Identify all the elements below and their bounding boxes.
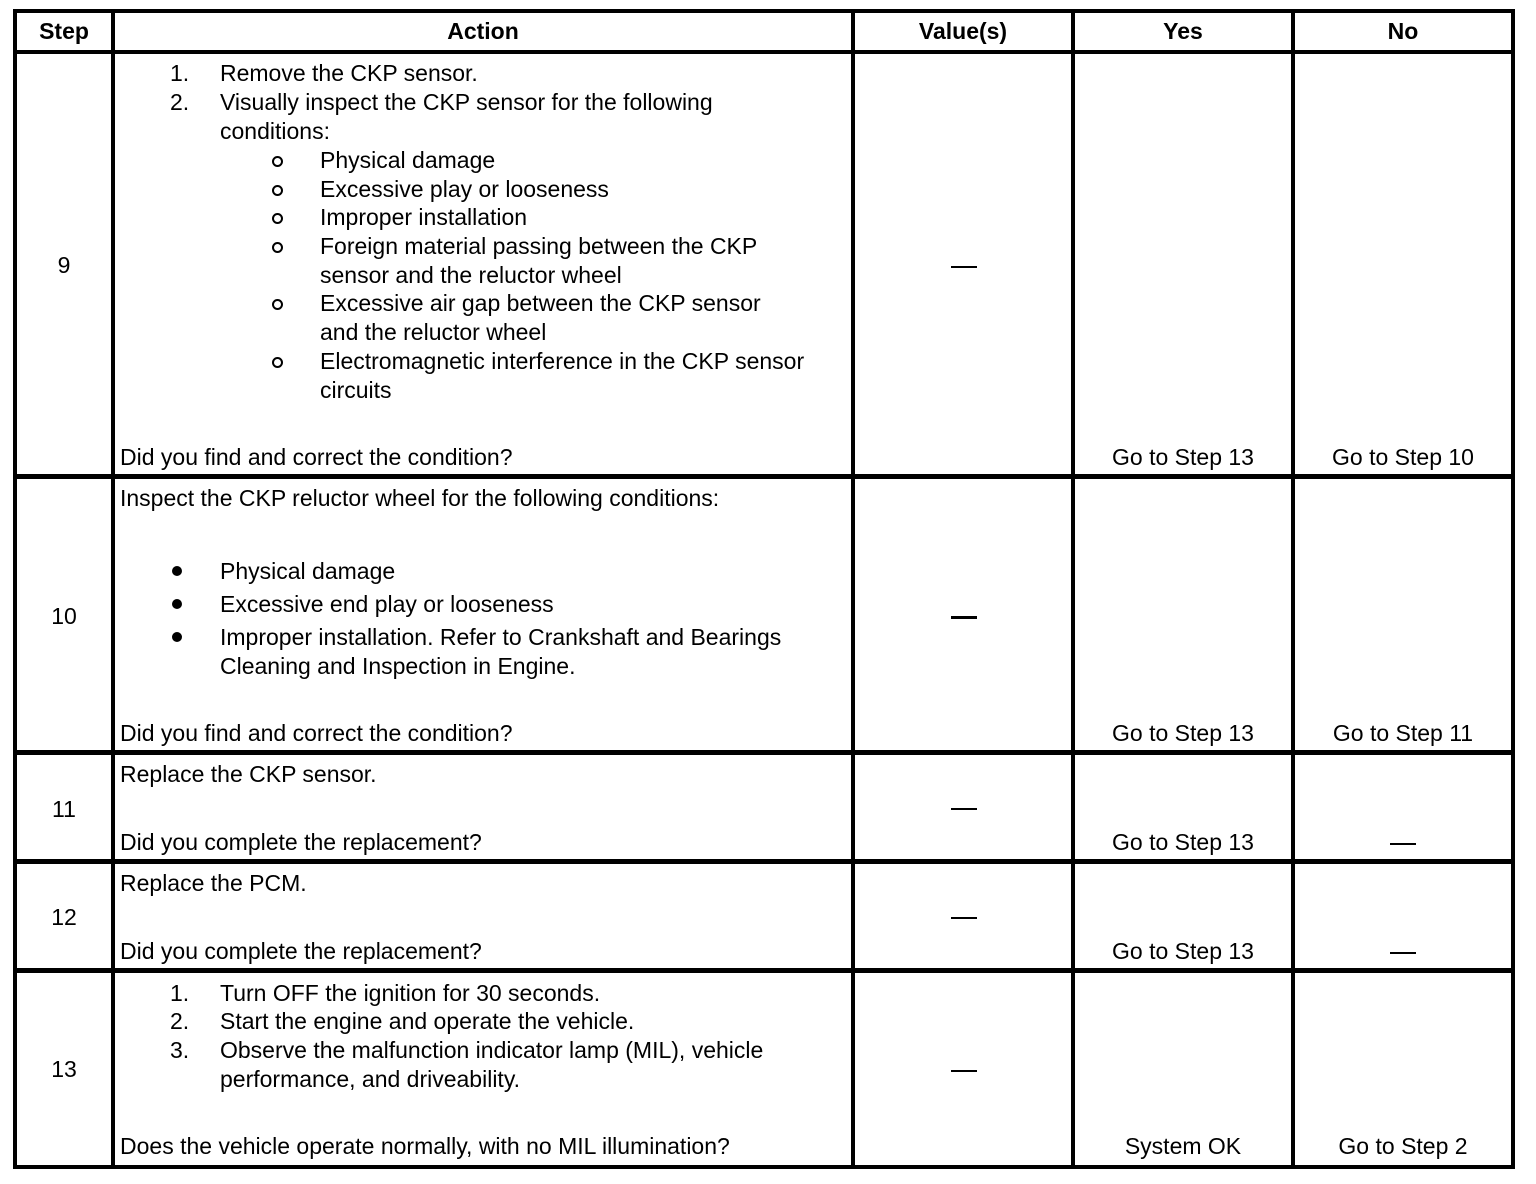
value-dash	[951, 266, 977, 268]
list-number: 1.	[170, 980, 190, 1006]
list-item: sensor and the reluctor wheel	[320, 262, 622, 288]
list-number: 3.	[170, 1037, 190, 1063]
value-dash	[951, 808, 977, 810]
value-dash	[951, 1070, 977, 1072]
header-step: Step	[39, 18, 89, 44]
yes-action: System OK	[1124, 1133, 1242, 1159]
action-intro: Replace the CKP sensor.	[120, 761, 377, 787]
list-item: Start the engine and operate the vehicle.	[220, 1008, 635, 1034]
question: Did you complete the replacement?	[120, 938, 482, 964]
no-action: Go to Step 11	[1332, 720, 1474, 746]
circle-bullet-icon	[272, 185, 283, 196]
list-item: Electromagnetic interference in the CKP sensor	[320, 348, 805, 374]
table-border-top	[13, 9, 1515, 13]
yes-action: Go to Step 13	[1112, 938, 1254, 964]
list-item: Cleaning and Inspection in Engine.	[220, 653, 576, 679]
yes-action: Go to Step 13	[1112, 720, 1254, 746]
list-item: Improper installation	[320, 204, 528, 230]
table-border-right	[1511, 9, 1515, 1169]
question: Did you complete the replacement?	[120, 829, 482, 855]
header-action: Action	[447, 18, 519, 44]
list-item: Physical damage	[320, 147, 496, 173]
table-border-bottom	[13, 1165, 1515, 1169]
row-divider	[13, 474, 1515, 479]
col-divider	[851, 9, 855, 1169]
question: Did you find and correct the condition?	[120, 444, 513, 470]
list-item: Observe the malfunction indicator lamp (MIL), vehicle	[220, 1037, 764, 1063]
bullet-icon	[172, 632, 182, 642]
list-item: Physical damage	[220, 558, 396, 584]
list-item: Excessive air gap between the CKP sensor	[320, 290, 761, 316]
list-item: Excessive end play or looseness	[220, 591, 554, 617]
value-dash	[951, 917, 977, 919]
col-divider	[1071, 9, 1075, 1169]
list-number: 2.	[170, 89, 190, 115]
row-divider	[13, 750, 1515, 755]
yes-action: Go to Step 13	[1112, 444, 1254, 470]
action-intro: Inspect the CKP reluctor wheel for the following conditions:	[120, 485, 720, 511]
list-number: 2.	[170, 1008, 190, 1034]
no-action: Go to Step 10	[1332, 444, 1474, 470]
table-border-left	[13, 9, 17, 1169]
row-divider	[13, 968, 1515, 973]
step-number: 10	[51, 603, 77, 629]
header-yes: Yes	[1163, 18, 1203, 44]
circle-bullet-icon	[272, 299, 283, 310]
list-item: Remove the CKP sensor.	[220, 60, 478, 86]
step-number: 12	[51, 904, 77, 930]
circle-bullet-icon	[272, 242, 283, 253]
list-number: 1.	[170, 60, 190, 86]
value-dash	[951, 616, 977, 619]
step-number: 13	[51, 1056, 77, 1082]
list-item: Improper installation. Refer to Crankshaft and Bearings	[220, 624, 782, 650]
no-dash	[1390, 952, 1416, 954]
list-item: Visually inspect the CKP sensor for the following	[220, 89, 713, 115]
col-divider	[1291, 9, 1295, 1169]
row-divider	[13, 50, 1515, 54]
yes-action: Go to Step 13	[1112, 829, 1254, 855]
bullet-icon	[172, 599, 182, 609]
no-action: Go to Step 2	[1338, 1133, 1468, 1159]
header-values: Value(s)	[918, 18, 1008, 44]
step-number: 11	[52, 796, 76, 822]
list-item: performance, and driveability.	[220, 1066, 520, 1092]
question: Did you find and correct the condition?	[120, 720, 513, 746]
bullet-icon	[172, 566, 182, 576]
list-item: Excessive play or looseness	[320, 176, 609, 202]
header-no: No	[1387, 18, 1419, 44]
list-item: circuits	[320, 377, 392, 403]
step-number: 9	[57, 252, 71, 278]
action-intro: Replace the PCM.	[120, 870, 307, 896]
no-dash	[1390, 843, 1416, 845]
row-divider	[13, 859, 1515, 864]
question: Does the vehicle operate normally, with no MIL illumination?	[120, 1133, 730, 1159]
circle-bullet-icon	[272, 213, 283, 224]
list-item: Turn OFF the ignition for 30 seconds.	[220, 980, 601, 1006]
list-item: Foreign material passing between the CKP	[320, 233, 758, 259]
circle-bullet-icon	[272, 156, 283, 167]
list-item: and the reluctor wheel	[320, 319, 547, 345]
circle-bullet-icon	[272, 357, 283, 368]
col-divider	[111, 9, 115, 1169]
list-item: conditions:	[220, 118, 330, 144]
